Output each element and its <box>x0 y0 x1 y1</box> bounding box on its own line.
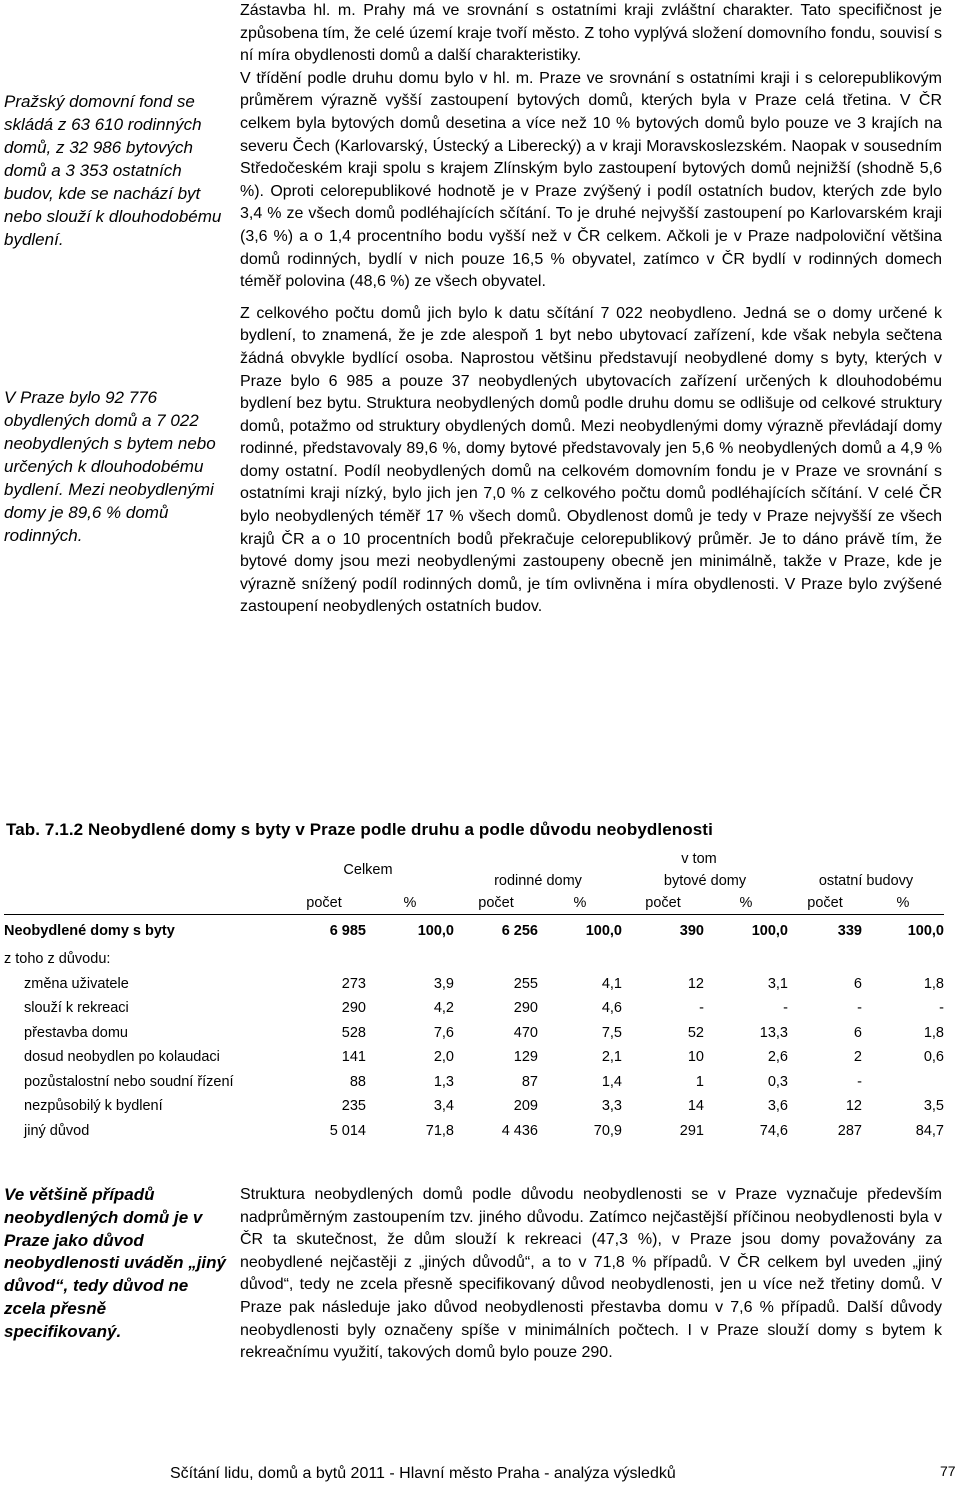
cell: 4,2 <box>433 1000 454 1017</box>
cell: 7,6 <box>433 1024 454 1041</box>
cell: - <box>783 1000 788 1017</box>
cell: 84,7 <box>915 1122 944 1139</box>
header-ostatni-budovy: ostatní budovy <box>818 873 914 889</box>
row-label: Neobydlené domy s byty <box>4 923 175 939</box>
cell: 1,4 <box>601 1073 622 1090</box>
paragraph-1: Zástavba hl. m. Prahy má ve srovnání s ostatními kraji zvláštní charakter. Tato specifičnost je způsobena tím, že celé území kraje tvoří město. Z toho vyplývá složení domovního fondu, souvisí s ní míra obydlenosti domů a další charakteristiky. <box>240 2 942 65</box>
cell: 6 985 <box>329 923 366 939</box>
header-celkem: Celkem <box>343 862 393 878</box>
header-v-tom: v tom <box>681 851 717 867</box>
row-label: změna uživatele <box>24 975 129 992</box>
cell: 2,1 <box>601 1049 622 1066</box>
cell: 70,9 <box>593 1122 622 1139</box>
cell: 71,8 <box>425 1122 454 1139</box>
table-row <box>4 1070 944 1095</box>
cell: 12 <box>687 975 704 992</box>
cell <box>862 1070 944 1095</box>
cell: 5 014 <box>329 1122 366 1139</box>
row-label: přestavba domu <box>24 1024 128 1041</box>
table-row <box>4 996 944 1021</box>
cell: 100,0 <box>417 923 454 939</box>
paragraph-4: Struktura neobydlených domů podle důvodu neobydlenosti se v Praze vyznačuje především nadprůměrným zastoupením tzv. jiného důvodu. Zatímco nejčastější příčinou neobydlenosti byla v ČR ta skutečnost, že dům slouží k rekreaci (47,3 %), v Praze jsou domy považovány za neobydlené nejčastěji z „jiných důvodů“, a to v 71,8 % případů. V ČR celkem byl uveden „jiný důvod“, tedy ne zcela přesně specifikovaný důvod neobydlenosti, jen u více než třetiny domů. V Praze pak následuje jako důvod neobydlenosti přestavba domu v 7,6 % případů. Další důvody neobydlenosti byly označeny spíše v minimálních počtech. I v Praze slouží domy s bytem k rekreačnímu využití, takových domů bylo pouze 290. <box>240 1186 942 1362</box>
header-pct: % <box>538 892 622 915</box>
cell: 2,0 <box>433 1049 454 1066</box>
cell: 3,5 <box>923 1098 944 1115</box>
unoccupied-houses-table <box>4 848 944 1143</box>
cell: 4,6 <box>601 1000 622 1017</box>
cell: 3,4 <box>433 1098 454 1115</box>
cell: 6 <box>853 975 862 992</box>
cell: 470 <box>513 1024 538 1041</box>
cell: 235 <box>341 1098 366 1115</box>
sidenote-other-reason: Ve většině případů neobydlených domů je v Praze jako důvod neobydlenosti uváděn „jiný důvod“, tedy důvod ne zcela přesně specifikovaný. <box>4 1185 226 1341</box>
cell: 100,0 <box>907 923 944 939</box>
table-row <box>4 1094 944 1119</box>
header-pocet: počet <box>622 892 704 915</box>
cell: 141 <box>341 1049 366 1066</box>
row-label: pozůstalostní nebo soudní řízení <box>24 1073 234 1090</box>
cell: 10 <box>687 1049 704 1066</box>
sidenote-unoccupied-houses: V Praze bylo 92 776 obydlených domů a 7 022 neobydlených s bytem nebo určených k dlouhodobému bydlení. Mezi neobydlenými domy je 89,6 % domů rodinných. <box>4 388 216 545</box>
cell: 12 <box>845 1098 862 1115</box>
cell: - <box>857 1000 862 1017</box>
cell: 7,5 <box>601 1024 622 1041</box>
row-label: slouží k rekreaci <box>24 1000 129 1017</box>
row-label: nezpůsobilý k bydlení <box>24 1098 163 1115</box>
cell: 13,3 <box>759 1024 788 1041</box>
cell: 4 436 <box>501 1122 538 1139</box>
header-rodinne-domy: rodinné domy <box>494 873 582 889</box>
cell: 1,8 <box>923 1024 944 1041</box>
cell: 290 <box>341 1000 366 1017</box>
cell: 4,1 <box>601 975 622 992</box>
cell: 3,6 <box>767 1098 788 1115</box>
header-blank <box>4 892 282 915</box>
cell: 87 <box>521 1073 538 1090</box>
table-caption: Tab. 7.1.2 Neobydlené domy s byty v Praze podle druhu a podle důvodu neobydlenosti <box>6 820 713 839</box>
cell: 209 <box>513 1098 538 1115</box>
cell: 255 <box>513 975 538 992</box>
header-pocet: počet <box>282 892 366 915</box>
cell: 3,3 <box>601 1098 622 1115</box>
cell: - <box>857 1073 862 1090</box>
page-footer <box>0 1462 960 1486</box>
cell: 1,8 <box>923 975 944 992</box>
header-pct: % <box>366 892 454 915</box>
cell: 2,6 <box>767 1049 788 1066</box>
row-label: dosud neobydlen po kolaudaci <box>24 1049 220 1066</box>
cell: 6 256 <box>501 923 538 939</box>
cell: 100,0 <box>585 923 622 939</box>
cell: 273 <box>341 975 366 992</box>
main-text <box>240 0 942 619</box>
cell: 6 <box>853 1024 862 1041</box>
subheader: z toho z důvodu: <box>4 951 111 968</box>
cell: 2 <box>853 1049 862 1066</box>
table-row <box>4 1045 944 1070</box>
header-pct: % <box>862 892 944 915</box>
cell: - <box>699 1000 704 1017</box>
bottom-paragraph <box>240 1184 942 1365</box>
footer-title: Sčítání lidu, domů a bytů 2011 - Hlavní město Praha - analýza výsledků <box>170 1465 676 1482</box>
cell: 129 <box>513 1049 538 1066</box>
cell: 291 <box>679 1122 704 1139</box>
cell: 1,3 <box>433 1073 454 1090</box>
table-header-blank <box>4 848 282 892</box>
table-row <box>4 1119 944 1144</box>
cell: 100,0 <box>751 923 788 939</box>
cell: 1 <box>695 1073 704 1090</box>
cell: 287 <box>837 1122 862 1139</box>
table-row <box>4 972 944 997</box>
cell: 290 <box>513 1000 538 1017</box>
cell: 0,3 <box>767 1073 788 1090</box>
row-label: jiný důvod <box>24 1122 90 1139</box>
cell: 52 <box>687 1024 704 1041</box>
cell: 390 <box>679 923 704 939</box>
cell: 339 <box>837 923 862 939</box>
cell: 74,6 <box>759 1122 788 1139</box>
cell: 88 <box>349 1073 366 1090</box>
table-row-total <box>4 915 944 948</box>
cell: 528 <box>341 1024 366 1041</box>
page-number: 77 <box>940 1463 956 1479</box>
paragraph-2: V třídění podle druhu domu bylo v hl. m. Praze ve srovnání s ostatními kraji i s celorepublikovým průměrem výrazně vyšší zastoupení bytových domů, kterých byla v Praze celá třetina. V ČR celkem byla bytových domů desetina a více než 10 % bytových domů bylo pouze ve 3 krajích na severu Čech (Karlovarský, Ústecký a Liberecký) a v kraji Moravskoslezském. Naopak v sousedním Středočeském kraji spolu s krajem Zlínským bylo zastoupení bytových domů nejnižší (shodně 5,6 %). Oproti celorepublikové hodnotě je v Praze zvýšený i podíl ostatních budov, kterých zde bylo 3,4 % ze všech domů podléhajících sčítání. To je druhé nejvyšší zastoupení po Karlovarském kraji (3,6 %) a o 1,4 procentního bodu vyšší než v ČR celkem. Ačkoli je v Praze nadpoloviční většina domů rodinných, bydlí v nich pouze 16,5 % obyvatel, zatímco v ČR bydlí v rodinných domech téměř polovina (48,6 %) ze všech obyvatel. <box>240 69 942 291</box>
paragraph-3: Z celkového počtu domů jich bylo k datu sčítání 7 022 neobydleno. Jedná se o domy určené k bydlení, to znamená, že je zde alespoň 1 byt nebo ubytovací zařízení, kde však nebyla sečtena žádná obvykle bydlící osoba. Naprostou většinu představují neobydlené domy s byty, kterých v Praze bylo 6 985 a pouze 37 neobydlených ubytovacích zařízení určených k dlouhodobému bydlení bez bytu. Struktura neobydlených domů podle druhu domu se odlišuje od celkové struktury domů, potažmo od struktury obydlených domů. Mezi neobydlenými domy výrazně převládají domy rodinné, představovaly 89,6 %, domy bytové představovaly jen 5,6 % neobydlených domů a 4,9 % domy ostatní. Podíl neobydlených domů na celkovém domovním fondu je v Praze ve srovnání s ostatními kraji nízký, bylo jich jen 7,0 % z celkového počtu domů podléhajících sčítání. V celé ČR bylo neobydlených téměř 17 % všech domů. Obydlenost domů je tedy v Praze nejvyšší ze všech krajů ČR a o 10 procentních bodů překračuje celorepublikový průměr. Je to dáno právě tím, že bytové domy jsou mezi neobydlenými zastoupeny obecně jen minimálně, takže v Praze, kde je výrazně snížený podíl rodinných domů, je tím ovlivněna i míra obydlenosti. V Praze bylo zvýšené zastoupení neobydlených ostatních budov. <box>240 304 942 616</box>
header-pocet: počet <box>788 892 862 915</box>
cell: 3,9 <box>433 975 454 992</box>
cell: 3,1 <box>767 975 788 992</box>
table-subheader-row <box>4 947 944 972</box>
table-row <box>4 1021 944 1046</box>
sidenote-housing-stock: Pražský domovní fond se skládá z 63 610 rodinných domů, z 32 986 bytových domů a 3 353 ostatních budov, kde se nachází byt nebo slouží k dlouhodobému bydlení. <box>4 92 222 249</box>
cell: - <box>939 1000 944 1017</box>
header-pct: % <box>704 892 788 915</box>
header-pocet: počet <box>454 892 538 915</box>
cell: 14 <box>687 1098 704 1115</box>
header-bytove-domy: bytové domy <box>663 873 747 889</box>
cell: 0,6 <box>923 1049 944 1066</box>
